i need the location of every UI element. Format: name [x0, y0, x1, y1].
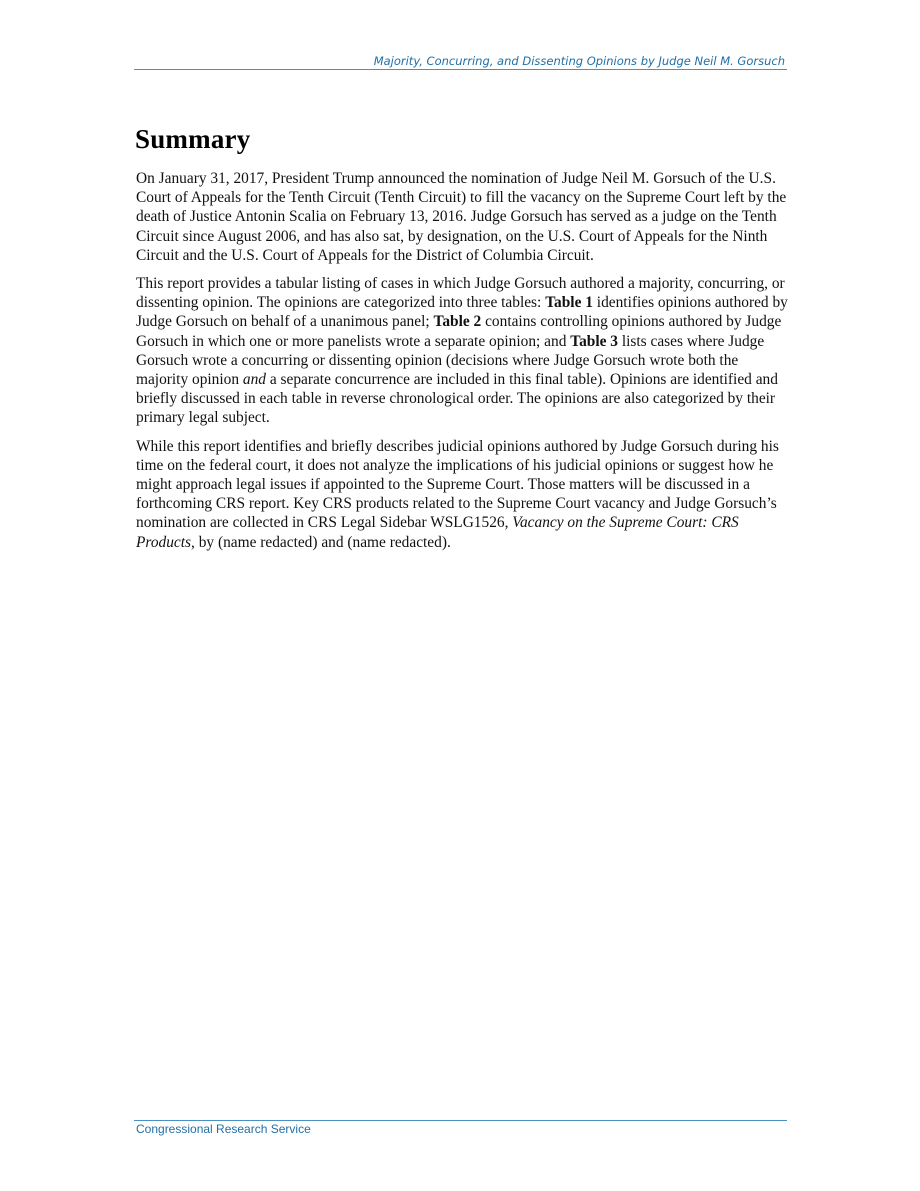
cited-product-title: Vacancy on the Supreme Court: CRS Products: [136, 514, 739, 551]
footer-organization: Congressional Research Service: [136, 1122, 311, 1136]
text-run: This report provides a tabular listing of cases in which Judge Gorsuch authored a majority, concurring, or dissenting opinion. The opinions are categorized into three tables:: [136, 275, 785, 312]
text-run: contains controlling opinions authored by Judge Gorsuch in which one or more panelists wrote a separate opinion; and: [136, 313, 782, 350]
table-1-reference: Table 1: [545, 294, 593, 312]
text-run: identifies opinions authored by Judge Gorsuch on behalf of a unanimous panel;: [136, 294, 788, 331]
text-run: While this report identifies and briefly describes judicial opinions authored by Judge Gorsuch during his time on the federal court, it does not analyze the implications of his judicial opinions or suggest how he might approach legal issues if appointed to the Supreme Court. Those matters will be discussed in a forthcoming CRS report. Key CRS products related to the Supreme Court vacancy and Judge Gorsuch’s nomination are collected in CRS Legal Sidebar WSLG1526,: [136, 437, 779, 532]
summary-body: [136, 169, 791, 561]
section-heading: Summary: [135, 124, 251, 154]
paragraph-nomination: On January 31, 2017, President Trump announced the nomination of Judge Neil M. Gorsuch of the U.S. Court of Appeals for the Tenth Circuit (Tenth Circuit) to fill the vacancy on the Supreme Court left by the death of Justice Antonin Scalia on February 13, 2016. Judge Gorsuch has served as a judge on the Tenth Circuit since August 2006, and has also sat, by designation, on the U.S. Court of Appeals for the Ninth Circuit and the U.S. Court of Appeals for the District of Columbia Circuit.: [136, 170, 787, 264]
emphasis-and: and: [242, 371, 266, 389]
text-run: , by (name redacted) and (name redacted).: [191, 533, 451, 551]
paragraph-report-scope: [136, 274, 791, 428]
text-run: lists cases where Judge Gorsuch wrote a concurring or dissenting opinion (decisions where Judge Gorsuch wrote both the majority opinion: [136, 332, 765, 389]
running-header: Majority, Concurring, and Dissenting Opinions by Judge Neil M. Gorsuch: [373, 54, 785, 68]
table-3-reference: Table 3: [570, 332, 619, 350]
table-2-reference: Table 2: [433, 313, 482, 331]
header-rule: [134, 69, 787, 70]
footer-rule: [134, 1120, 787, 1121]
paragraph-limitations: [136, 437, 791, 552]
text-run: a separate concurrence are included in this final table). Opinions are identified and briefly discussed in each table in reverse chronological order. The opinions are also categorized by their primary legal subject.: [136, 371, 778, 427]
